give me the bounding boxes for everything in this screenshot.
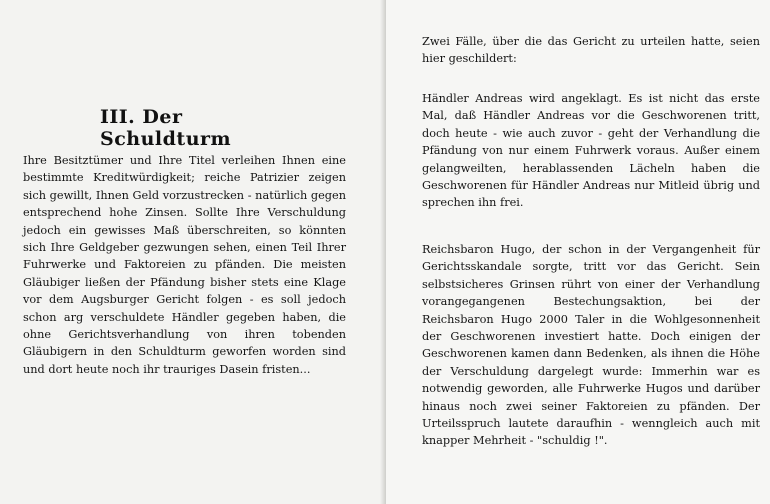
chapter-title: III. Der Schuldturm — [100, 106, 232, 150]
left-paragraph: Ihre Besitztümer und Ihre Titel verleihen Ihnen eine bestimmte Kreditwürdigkeit; reiche Patrizier zeigen sich gewillt, Ihnen Geld vorzustrecken - natürlich gegen entsprechend hohe Zinsen. Sollte Ihre Verschuldung jedoch ein gewisses Maß überschreiten, so könnten sich Ihre Geldgeber gezwungen sehen, einen Teil Ihrer Fuhrwerke und Faktoreien zu pfänden. Die meisten Gläubiger ließen der Pfändung bisher stets eine Klage vor dem Augsburger Gericht folgen - es soll jedoch schon arg verschuldete Händler gegeben haben, die ohne Gerichtsverhandlung von ihren tobenden Gläubigern in den Schuldturm geworfen worden sind und dort heute noch ihr trauriges Dasein fristen... — [23, 154, 346, 376]
case-andreas-paragraph: Händler Andreas wird angeklagt. Es ist nicht das erste Mal, daß Händler Andreas vor die Geschworenen tritt, doch heute - wie auch zuvor - geht der Verhandlung die Pfändung von nur einem Fuhrwerk voraus. Außer einem gelangweilten, herablassenden Lächeln haben die Geschworenen für Händler Andreas nur Mitleid übrig und sprechen ihn frei. — [422, 92, 760, 210]
case-hugo-paragraph: Reichsbaron Hugo, der schon in der Vergangenheit für Gerichtsskandale sorgte, tritt vor das Gericht. Sein selbstsicheres Grinsen rührt von einer der Verhandlung vorangegangenen Bestechungsaktion, bei der Reichsbaron Hugo 2000 Taler in die Wohlgesonnenheit der Geschworenen investiert hatte. Doch einigen der Geschworenen kamen dann Bedenken, als ihnen die Höhe der Verschuldung dargelegt wurde: Immerhin war es notwendig geworden, alle Fuhrwerke Hugos und darüber hinaus noch zwei seiner Faktoreien zu pfänden. Der Urteilsspruch lautete daraufhin - wenngleich auch mit knapper Mehrheit - "schuldig !". — [422, 243, 760, 448]
left-page — [0, 0, 384, 504]
intro-text: Zwei Fälle, über die das Gericht zu urteilen hatte, seien hier geschildert: — [422, 35, 760, 66]
